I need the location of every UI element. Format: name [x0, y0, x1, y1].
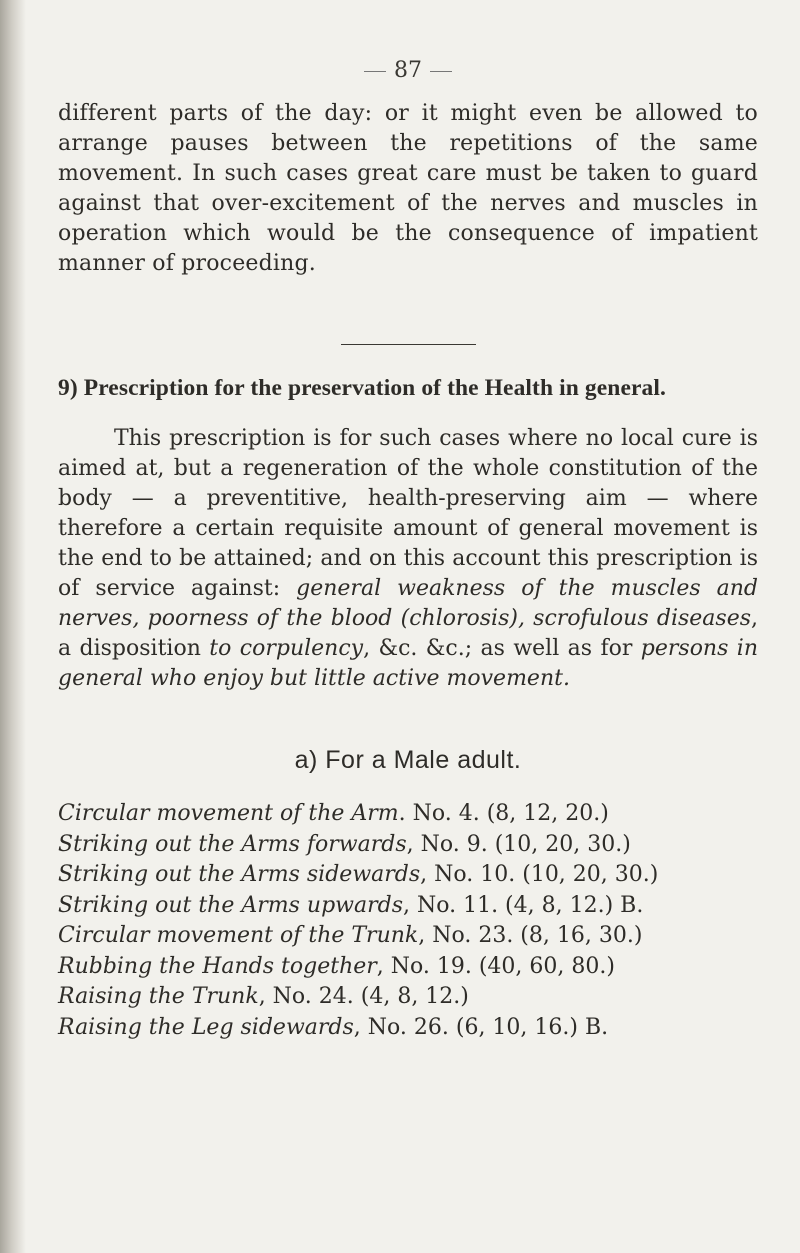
exercise-list — [58, 799, 758, 1043]
exercise-details: , No. 10. (10, 20, 30.) — [420, 862, 659, 887]
page-number-right-dash — [430, 71, 452, 72]
exercise-name: Striking out the Arms upwards — [58, 892, 403, 918]
exercise-name: Raising the Leg sidewards — [58, 1014, 354, 1040]
exercise-item — [58, 891, 758, 922]
body-text-1: This prescription is for such cases where no local cure is aimed at, but a regeneration of the whole constitution of the body — a preventitive, health-preserving aim — where therefore a certain requisite amount of general movement is the end to be attained; and on this account this prescription is of service against: — [58, 426, 758, 601]
intro-paragraph: different parts of the day: or it might even be allowed to arrange pauses between the repetitions of the same movement. In such cases great care must be taken to guard against that over-excitement of the nerves and muscles in operation which would be the consequence of impatient manner of proceeding. — [58, 101, 758, 276]
exercise-name: Raising the Trunk — [58, 984, 259, 1009]
exercise-details: . No. 4. (8, 12, 20.) — [398, 801, 609, 826]
body-emphasis-2: to corpulency — [209, 636, 364, 661]
exercise-item — [58, 952, 758, 983]
subsection-heading: a) For a Male adult. — [294, 746, 522, 774]
body-emphasis-1: general weakness of the muscles and nerves, poorness of the blood (chlorosis), scrofulous diseases — [58, 576, 759, 631]
exercise-details: , No. 19. (40, 60, 80.) — [376, 953, 615, 979]
exercise-item — [58, 1013, 758, 1044]
page-number-text: 87 — [394, 58, 422, 83]
exercise-item — [58, 860, 758, 891]
exercise-name: Circular movement of the Arm — [58, 801, 399, 826]
page-number-left-dash — [364, 71, 386, 72]
book-page — [58, 58, 758, 1043]
body-emphasis-3: persons in general who enjoy but little active movement. — [58, 636, 759, 691]
exercise-item — [58, 830, 758, 861]
exercise-details: , No. 23. (8, 16, 30.) — [418, 923, 643, 948]
body-text-3: , &c. &c.; as well as for — [363, 636, 641, 661]
exercise-item — [58, 982, 758, 1013]
exercise-name: Rubbing the Hands together — [58, 953, 377, 979]
exercise-name: Striking out the Arms forwards — [58, 831, 407, 857]
section-divider — [341, 344, 476, 345]
exercise-details: , No. 24. (4, 8, 12.) — [258, 984, 469, 1009]
body-text-2: , a disposition — [58, 606, 758, 661]
exercise-details: , No. 11. (4, 8, 12.) B. — [403, 892, 644, 918]
page-edge-shadow — [0, 0, 26, 1253]
exercise-item — [58, 921, 758, 952]
section-title: 9) Prescription for the preservation of the Health in general. — [58, 375, 666, 401]
exercise-name: Striking out the Arms sidewards — [58, 862, 421, 887]
section-body-paragraph — [58, 424, 758, 694]
page-number — [58, 58, 758, 83]
exercise-details: , No. 9. (10, 20, 30.) — [406, 831, 631, 857]
exercise-name: Circular movement of the Trunk — [58, 923, 419, 948]
exercise-item — [58, 799, 758, 830]
exercise-details: , No. 26. (6, 10, 16.) B. — [353, 1014, 609, 1040]
